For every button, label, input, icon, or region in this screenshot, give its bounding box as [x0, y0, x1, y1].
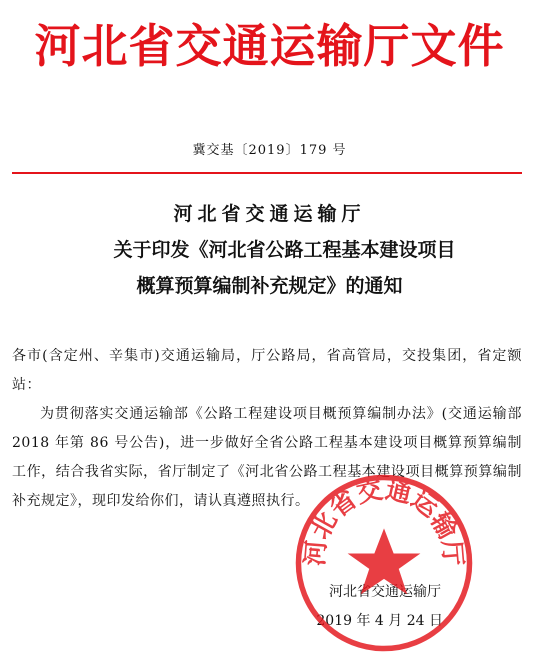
- document-number: 冀交基〔2019〕179 号: [192, 143, 347, 158]
- title-line-notice: 概算预算编制补充规定》的通知: [136, 275, 403, 297]
- document-masthead: 河北省交通运输厅文件: [34, 19, 505, 73]
- signature-date: 2019 年 4 月 24 日: [316, 613, 443, 629]
- official-seal-stamp: [293, 472, 475, 654]
- body-paragraph: 为贯彻落实交通运输部《公路工程建设项目概预算编制办法》(交通运输部 2018 年第 86 号公告)，进一步做好全省公路工程基本建设项目概算预算编制工作，结合我省实际，省厅制定了《河北省公路工程基本建设项目概算预算编制补充规定》，现印发给你们，请认真遵照执行。: [12, 406, 522, 509]
- signature-issuer: 河北省交通运输厅: [329, 584, 441, 600]
- title-line-issuer: 河北省交通运输厅: [173, 203, 366, 225]
- seal-text: 河北省交通运输厅: [300, 474, 468, 568]
- addressees-paragraph: 各市(含定州、辛集市)交通运输局，厅公路局，省高管局，交投集团，省定额站：: [12, 348, 522, 393]
- title-line-subject: 关于印发《河北省公路工程基本建设项目: [113, 239, 456, 261]
- red-divider-line: [12, 172, 522, 174]
- star-icon: [348, 528, 421, 594]
